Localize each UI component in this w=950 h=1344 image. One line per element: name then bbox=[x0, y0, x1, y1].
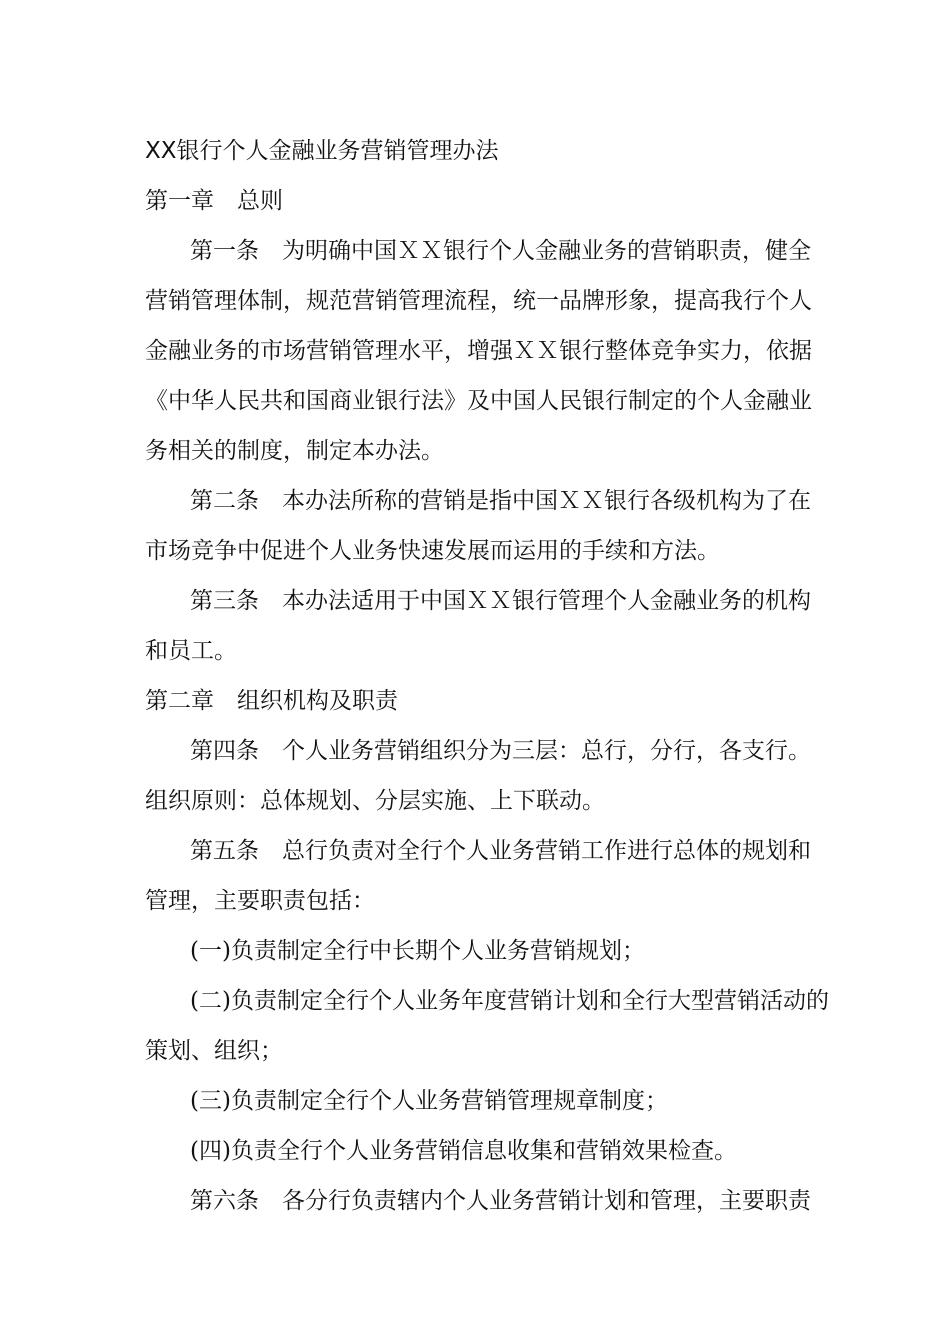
chapter-2-heading: 第二章 组织机构及职责 bbox=[145, 688, 398, 714]
article-5-item-4: (四)负责全行个人业务营销信息收集和营销效果检查。 bbox=[190, 1138, 737, 1164]
article-1-line: 金融业务的市场营销管理水平，增强ＸＸ银行整体竞争实力，依据 bbox=[145, 338, 812, 364]
article-4-line: 第四条 个人业务营销组织分为三层：总行，分行，各支行。 bbox=[190, 738, 811, 764]
article-5-item-3: (三)负责制定全行个人业务营销管理规章制度； bbox=[190, 1088, 668, 1114]
article-2-line: 市场竞争中促进个人业务快速发展而运用的手续和方法。 bbox=[145, 538, 720, 564]
article-1-line: 第一条 为明确中国ＸＸ银行个人金融业务的营销职责，健全 bbox=[190, 238, 811, 264]
article-5-item-1: (一)负责制定全行中长期个人业务营销规划； bbox=[190, 938, 645, 964]
article-6-line: 第六条 各分行负责辖内个人业务营销计划和管理，主要职责 bbox=[190, 1188, 811, 1214]
article-1-line: 营销管理体制，规范营销管理流程，统一品牌形象，提高我行个人 bbox=[145, 288, 812, 314]
article-3-line: 和员工。 bbox=[145, 638, 237, 664]
article-3-line: 第三条 本办法适用于中国ＸＸ银行管理个人金融业务的机构 bbox=[190, 588, 811, 614]
article-5-item-2: 策划、组织； bbox=[145, 1038, 283, 1064]
article-2-line: 第二条 本办法所称的营销是指中国ＸＸ银行各级机构为了在 bbox=[190, 488, 811, 514]
document-title: XX银行个人金融业务营销管理办法 bbox=[145, 138, 499, 164]
article-4-line: 组织原则：总体规划、分层实施、上下联动。 bbox=[145, 788, 605, 814]
article-5-line: 管理，主要职责包括： bbox=[145, 888, 375, 914]
article-1-line: 《中华人民共和国商业银行法》及中国人民银行制定的个人金融业 bbox=[145, 388, 812, 414]
chapter-1-heading: 第一章 总则 bbox=[145, 188, 283, 214]
article-5-item-2: (二)负责制定全行个人业务年度营销计划和全行大型营销活动的 bbox=[190, 988, 829, 1014]
article-5-line: 第五条 总行负责对全行个人业务营销工作进行总体的规划和 bbox=[190, 838, 811, 864]
article-1-line: 务相关的制度，制定本办法。 bbox=[145, 438, 444, 464]
